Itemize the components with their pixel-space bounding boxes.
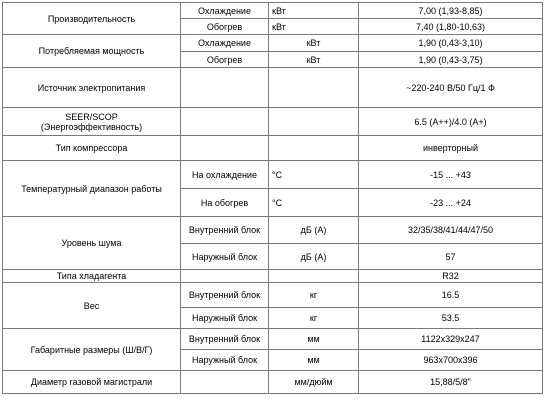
dimensions-unit: мм	[269, 350, 359, 371]
specifications-table	[2, 2, 543, 394]
table-row	[3, 108, 543, 136]
empty-cell	[269, 136, 359, 161]
weight-indoor-label: Внутренний блок	[181, 283, 269, 308]
table-row	[3, 35, 543, 52]
compressor-value: инверторный	[359, 136, 543, 161]
efficiency-label	[3, 108, 181, 136]
performance-unit: кВт	[269, 19, 359, 35]
power-consumption-cooling-value: 1,90 (0,43-3,10)	[359, 35, 543, 52]
empty-cell	[181, 108, 269, 136]
table-row	[3, 283, 543, 308]
weight-unit: кг	[269, 283, 359, 308]
refrigerant-label: Типа хладагента	[3, 270, 181, 283]
empty-cell	[181, 270, 269, 283]
temp-range-unit: °C	[269, 189, 359, 217]
empty-cell	[269, 68, 359, 108]
table-row	[3, 161, 543, 189]
performance-label: Производительность	[3, 3, 181, 35]
gas-pipe-label: Диаметр газовой магистрали	[3, 371, 181, 394]
noise-indoor-value: 32/35/38/41/44/47/50	[359, 217, 543, 244]
performance-cooling-value: 7,00 (1,93-8,85)	[359, 3, 543, 19]
temp-range-heating-label: На обогрев	[181, 189, 269, 217]
power-consumption-cooling-label: Охлаждение	[181, 35, 269, 52]
empty-cell	[269, 270, 359, 283]
dimensions-indoor-label: Внутренний блок	[181, 329, 269, 350]
empty-cell	[181, 136, 269, 161]
dimensions-unit: мм	[269, 329, 359, 350]
temp-range-label: Температурный диапазон работы	[3, 161, 181, 217]
power-consumption-heating-label: Обогрев	[181, 52, 269, 68]
noise-unit: дБ (А)	[269, 244, 359, 270]
weight-label: Вес	[3, 283, 181, 329]
performance-unit: кВт	[269, 3, 359, 19]
weight-unit: кг	[269, 308, 359, 329]
weight-outdoor-label: Наружный блок	[181, 308, 269, 329]
temp-range-cooling-label: На охлаждение	[181, 161, 269, 189]
weight-outdoor-value: 53.5	[359, 308, 543, 329]
table-row	[3, 371, 543, 394]
dimensions-outdoor-label: Наружный блок	[181, 350, 269, 371]
power-consumption-unit: кВт	[269, 35, 359, 52]
noise-label: Уровень шума	[3, 217, 181, 270]
gas-pipe-unit: мм/дюйм	[269, 371, 359, 394]
efficiency-label-line1: SEER/SCOP	[65, 111, 118, 122]
noise-unit: дБ (А)	[269, 217, 359, 244]
table-row	[3, 217, 543, 244]
temp-range-cooling-value: -15 ... +43	[359, 161, 543, 189]
empty-cell	[269, 108, 359, 136]
gas-pipe-value: 15,88/5/8"	[359, 371, 543, 394]
dimensions-outdoor-value: 963x700x396	[359, 350, 543, 371]
power-supply-label: Источник электропитания	[3, 68, 181, 108]
power-consumption-label: Потребляемая мощность	[3, 35, 181, 68]
dimensions-label: Габаритные размеры (Ш/В/Г)	[3, 329, 181, 371]
weight-indoor-value: 16.5	[359, 283, 543, 308]
dimensions-indoor-value: 1122x329x247	[359, 329, 543, 350]
temp-range-unit: °C	[269, 161, 359, 189]
efficiency-value: 6.5 (A++)/4.0 (A+)	[359, 108, 543, 136]
refrigerant-value: R32	[359, 270, 543, 283]
power-supply-value: ~220-240 В/50 Гц/1 Ф	[359, 68, 543, 108]
table-row	[3, 136, 543, 161]
empty-cell	[181, 68, 269, 108]
noise-indoor-label: Внутренний блок	[181, 217, 269, 244]
table-row	[3, 68, 543, 108]
noise-outdoor-value: 57	[359, 244, 543, 270]
temp-range-heating-value: -23 ... +24	[359, 189, 543, 217]
performance-heating-label: Обогрев	[181, 19, 269, 35]
efficiency-label-line2: (Энергоэффективность)	[40, 121, 143, 132]
power-consumption-unit: кВт	[269, 52, 359, 68]
power-consumption-heating-value: 1,90 (0,43-3,75)	[359, 52, 543, 68]
empty-cell	[181, 371, 269, 394]
table-row	[3, 270, 543, 283]
noise-outdoor-label: Наружный блок	[181, 244, 269, 270]
performance-cooling-label: Охлаждение	[181, 3, 269, 19]
compressor-label: Тип компрессора	[3, 136, 181, 161]
table-row	[3, 3, 543, 19]
table-row	[3, 329, 543, 350]
performance-heating-value: 7,40 (1,80-10,63)	[359, 19, 543, 35]
